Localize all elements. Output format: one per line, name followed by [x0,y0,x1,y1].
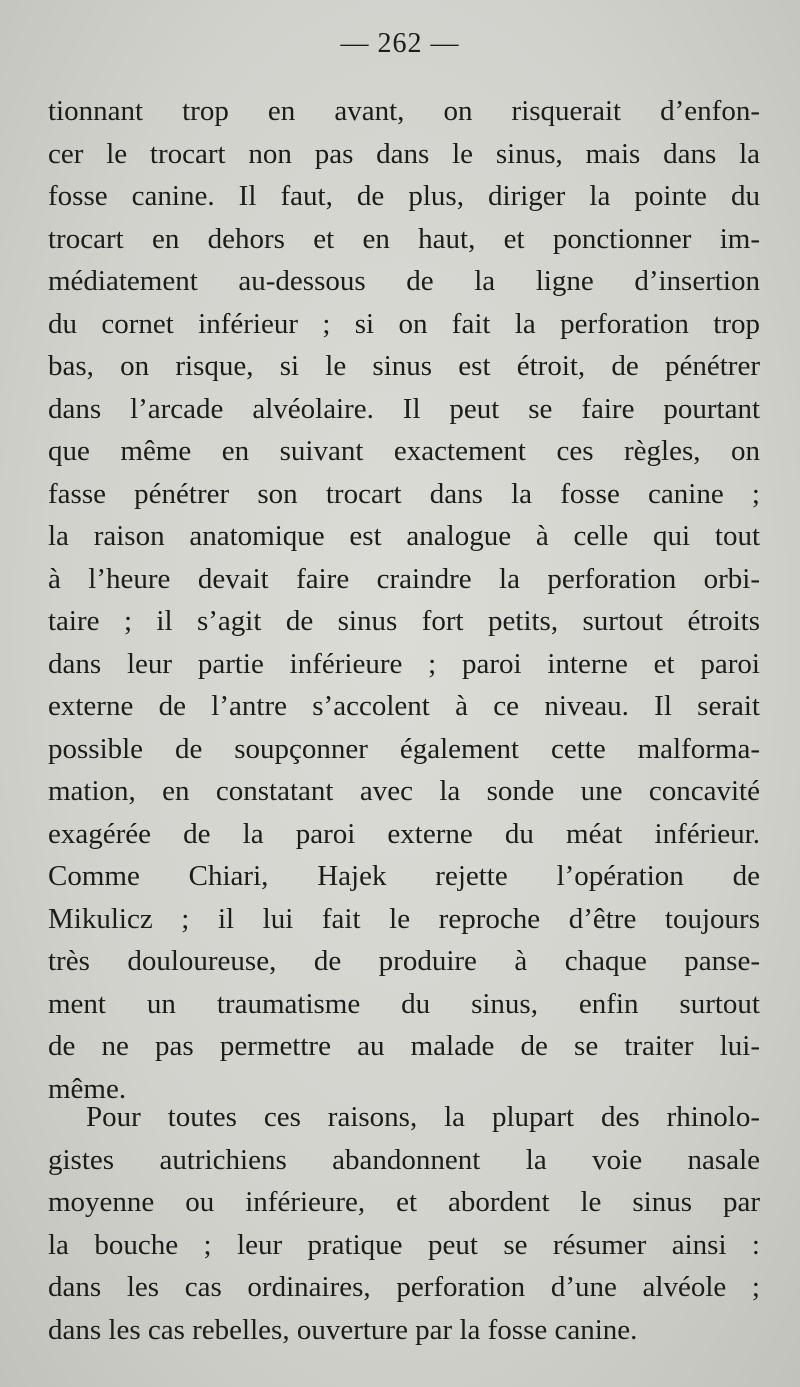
text-line: ment un traumatisme du sinus, enfin surtout [48,987,760,1020]
text-line: médiatement au-dessous de la ligne d’insertion [48,265,760,297]
text-line: exagérée de la paroi externe du méat inférieur. [48,817,760,850]
text-line: très douloureuse, de produire à chaque panse- [48,945,760,977]
text-line: externe de l’antre s’accolent à ce niveau. Il serait [48,690,760,722]
text-line: dans les cas rebelles, ouverture par la fosse canine. [48,1313,638,1346]
text-line: dans leur partie inférieure ; paroi interne et paroi [48,647,760,680]
text-line: tionnant trop en avant, on risquerait d’enfon- [48,95,760,127]
paragraph-2 [48,1096,760,1351]
text-line: que même en suivant exactement ces règles, on [48,435,760,467]
text-line: dans l’arcade alvéolaire. Il peut se faire pourtant [48,392,760,425]
text-line: dans les cas ordinaires, perforation d’une alvéole ; [48,1271,760,1303]
text-line: moyenne ou inférieure, et abordent le sinus par [48,1186,760,1218]
text-line: taire ; il s’agit de sinus fort petits, surtout étroits [48,605,760,637]
text-line: du cornet inférieur ; si on fait la perforation trop [48,307,760,340]
text-line: bas, on risque, si le sinus est étroit, de pénétrer [48,350,760,382]
text-line: fasse pénétrer son trocart dans la fosse canine ; [48,477,760,510]
text-line: trocart en dehors et en haut, et ponctionner im- [48,222,760,255]
text-line: la raison anatomique est analogue à celle qui tout [48,520,760,552]
text-line: gistes autrichiens abandonnent la voie nasale [48,1143,760,1176]
text-line: possible de soupçonner également cette malforma- [48,732,760,765]
text-line: mation, en constatant avec la sonde une concavité [48,775,760,807]
text-line: de ne pas permettre au malade de se traiter lui- [48,1030,760,1062]
text-line: Comme Chiari, Hajek rejette l’opération de [48,860,760,892]
text-line: Pour toutes ces raisons, la plupart des rhinolo- [86,1101,760,1133]
paragraph-1 [48,90,760,1110]
text-line: cer le trocart non pas dans le sinus, mais dans la [48,137,760,170]
text-line: la bouche ; leur pratique peut se résumer ainsi : [48,1228,760,1261]
text-line: même. [48,1072,127,1105]
text-line: Mikulicz ; il lui fait le reproche d’être toujours [48,902,760,935]
text-line: fosse canine. Il faut, de plus, diriger la pointe du [48,180,760,212]
text-line: à l’heure devait faire craindre la perforation orbi- [48,562,760,595]
page-number: — 262 — [340,28,460,59]
